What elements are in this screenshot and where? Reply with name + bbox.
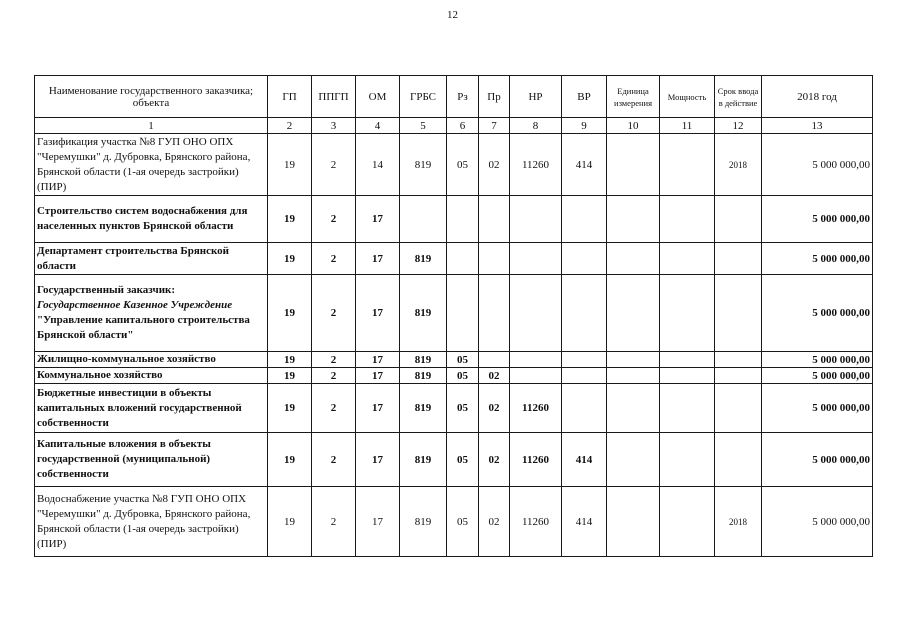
cell-term xyxy=(715,352,762,368)
cell-amount: 5 000 000,00 xyxy=(762,368,873,384)
column-number: 13 xyxy=(762,118,873,134)
cell-unit xyxy=(607,433,660,487)
row-name: Департамент строительства Брянской области xyxy=(35,243,268,275)
cell-gp: 19 xyxy=(268,487,312,557)
cell-pr: 02 xyxy=(479,134,510,196)
row-name: Бюджетные инвестиции в объекты капитальных вложений государственной собственности xyxy=(35,384,268,433)
cell-om: 17 xyxy=(356,275,400,352)
header-unit: Единица измерения xyxy=(607,76,660,118)
header-name: Наименование государственного заказчика; объекта xyxy=(35,76,268,118)
column-number: 12 xyxy=(715,118,762,134)
cell-gp: 19 xyxy=(268,275,312,352)
cell-pr: 02 xyxy=(479,433,510,487)
row-name: Капитальные вложения в объекты государственной (муниципальной) собственности xyxy=(35,433,268,487)
cell-ppgp: 2 xyxy=(312,196,356,243)
table-row xyxy=(35,196,873,243)
cell-ppgp: 2 xyxy=(312,433,356,487)
cell-nr xyxy=(510,243,562,275)
customer-label: Государственный заказчик: xyxy=(37,284,176,296)
header-om: ОМ xyxy=(356,76,400,118)
cell-term xyxy=(715,275,762,352)
cell-term xyxy=(715,384,762,433)
cell-gp: 19 xyxy=(268,196,312,243)
cell-unit xyxy=(607,196,660,243)
cell-grbs: 819 xyxy=(400,243,447,275)
cell-gp: 19 xyxy=(268,243,312,275)
cell-rz: 05 xyxy=(447,433,479,487)
cell-rz xyxy=(447,243,479,275)
cell-grbs xyxy=(400,196,447,243)
cell-pr xyxy=(479,243,510,275)
cell-power xyxy=(660,384,715,433)
header-nr: НР xyxy=(510,76,562,118)
table-row xyxy=(35,487,873,557)
investment-table xyxy=(34,75,873,557)
cell-pr: 02 xyxy=(479,384,510,433)
cell-rz: 05 xyxy=(447,352,479,368)
header-term: Срок ввода в действие xyxy=(715,76,762,118)
cell-pr xyxy=(479,275,510,352)
header-power: Мощность xyxy=(660,76,715,118)
cell-gp: 19 xyxy=(268,368,312,384)
header-year: 2018 год xyxy=(762,76,873,118)
cell-power xyxy=(660,243,715,275)
cell-amount: 5 000 000,00 xyxy=(762,352,873,368)
column-number: 3 xyxy=(312,118,356,134)
row-name: Коммунальное хозяйство xyxy=(35,368,268,384)
cell-pr: 02 xyxy=(479,487,510,557)
table-row xyxy=(35,243,873,275)
cell-rz: 05 xyxy=(447,368,479,384)
cell-vr xyxy=(562,196,607,243)
table-row xyxy=(35,134,873,196)
cell-nr: 11260 xyxy=(510,487,562,557)
cell-ppgp: 2 xyxy=(312,384,356,433)
column-number: 2 xyxy=(268,118,312,134)
cell-power xyxy=(660,275,715,352)
cell-vr xyxy=(562,352,607,368)
column-number: 7 xyxy=(479,118,510,134)
cell-power xyxy=(660,352,715,368)
cell-ppgp: 2 xyxy=(312,368,356,384)
cell-pr xyxy=(479,352,510,368)
cell-power xyxy=(660,487,715,557)
cell-nr: 11260 xyxy=(510,384,562,433)
cell-ppgp: 2 xyxy=(312,243,356,275)
cell-nr xyxy=(510,368,562,384)
cell-vr xyxy=(562,243,607,275)
cell-unit xyxy=(607,352,660,368)
cell-amount: 5 000 000,00 xyxy=(762,487,873,557)
cell-power xyxy=(660,368,715,384)
cell-grbs: 819 xyxy=(400,352,447,368)
cell-om: 17 xyxy=(356,433,400,487)
cell-rz: 05 xyxy=(447,487,479,557)
cell-gp: 19 xyxy=(268,134,312,196)
cell-rz xyxy=(447,275,479,352)
cell-power xyxy=(660,134,715,196)
column-number: 6 xyxy=(447,118,479,134)
column-number: 10 xyxy=(607,118,660,134)
cell-grbs: 819 xyxy=(400,134,447,196)
cell-om: 17 xyxy=(356,352,400,368)
row-name: Строительство систем водоснабжения для населенных пунктов Брянской области xyxy=(35,196,268,243)
cell-gp: 19 xyxy=(268,384,312,433)
cell-om: 14 xyxy=(356,134,400,196)
column-number: 9 xyxy=(562,118,607,134)
table-row xyxy=(35,384,873,433)
row-name: Газификация участка №8 ГУП ОНО ОПХ "Черемушки" д. Дубровка, Брянского района, Брянской области (1-ая очередь застройки) (ПИР) xyxy=(35,134,268,196)
cell-pr: 02 xyxy=(479,368,510,384)
cell-om: 17 xyxy=(356,368,400,384)
cell-om: 17 xyxy=(356,487,400,557)
cell-ppgp: 2 xyxy=(312,134,356,196)
table-row xyxy=(35,368,873,384)
cell-ppgp: 2 xyxy=(312,275,356,352)
cell-amount: 5 000 000,00 xyxy=(762,134,873,196)
cell-rz: 05 xyxy=(447,134,479,196)
customer-type: Государственное Казенное Учреждение xyxy=(37,299,233,311)
cell-grbs: 819 xyxy=(400,384,447,433)
cell-power xyxy=(660,433,715,487)
header-rz: Рз xyxy=(447,76,479,118)
cell-term xyxy=(715,368,762,384)
header-ppgp: ППГП xyxy=(312,76,356,118)
cell-unit xyxy=(607,487,660,557)
cell-term: 2018 xyxy=(715,487,762,557)
cell-om: 17 xyxy=(356,243,400,275)
page-number: 12 xyxy=(447,9,458,21)
cell-om: 17 xyxy=(356,196,400,243)
cell-vr xyxy=(562,384,607,433)
cell-vr: 414 xyxy=(562,433,607,487)
cell-nr: 11260 xyxy=(510,134,562,196)
cell-amount: 5 000 000,00 xyxy=(762,196,873,243)
cell-amount: 5 000 000,00 xyxy=(762,275,873,352)
header-gp: ГП xyxy=(268,76,312,118)
cell-rz: 05 xyxy=(447,384,479,433)
cell-nr xyxy=(510,275,562,352)
column-number: 8 xyxy=(510,118,562,134)
column-number: 1 xyxy=(35,118,268,134)
cell-gp: 19 xyxy=(268,433,312,487)
row-name: Жилищно-коммунальное хозяйство xyxy=(35,352,268,368)
cell-gp: 19 xyxy=(268,352,312,368)
header-grbs: ГРБС xyxy=(400,76,447,118)
cell-term: 2018 xyxy=(715,134,762,196)
cell-unit xyxy=(607,243,660,275)
cell-nr xyxy=(510,352,562,368)
cell-grbs: 819 xyxy=(400,368,447,384)
cell-ppgp: 2 xyxy=(312,487,356,557)
cell-amount: 5 000 000,00 xyxy=(762,243,873,275)
table-row xyxy=(35,352,873,368)
row-name xyxy=(35,275,268,352)
column-number: 5 xyxy=(400,118,447,134)
column-number-row xyxy=(35,118,873,134)
cell-unit xyxy=(607,368,660,384)
header-vr: ВР xyxy=(562,76,607,118)
cell-nr xyxy=(510,196,562,243)
header-pr: Пр xyxy=(479,76,510,118)
cell-nr: 11260 xyxy=(510,433,562,487)
cell-unit xyxy=(607,275,660,352)
cell-om: 17 xyxy=(356,384,400,433)
table-row xyxy=(35,275,873,352)
cell-amount: 5 000 000,00 xyxy=(762,384,873,433)
customer-name: "Управление капитального строительства Брянской области" xyxy=(37,314,250,341)
cell-pr xyxy=(479,196,510,243)
cell-vr xyxy=(562,275,607,352)
table-row xyxy=(35,433,873,487)
cell-grbs: 819 xyxy=(400,487,447,557)
cell-unit xyxy=(607,384,660,433)
cell-ppgp: 2 xyxy=(312,352,356,368)
cell-vr: 414 xyxy=(562,487,607,557)
header-row xyxy=(35,76,873,118)
cell-vr: 414 xyxy=(562,134,607,196)
cell-term xyxy=(715,433,762,487)
cell-power xyxy=(660,196,715,243)
cell-unit xyxy=(607,134,660,196)
column-number: 11 xyxy=(660,118,715,134)
row-name: Водоснабжение участка №8 ГУП ОНО ОПХ "Черемушки" д. Дубровка, Брянского района, Брянской области (1-ая очередь застройки) (ПИР) xyxy=(35,487,268,557)
cell-rz xyxy=(447,196,479,243)
cell-grbs: 819 xyxy=(400,433,447,487)
cell-vr xyxy=(562,368,607,384)
cell-amount: 5 000 000,00 xyxy=(762,433,873,487)
column-number: 4 xyxy=(356,118,400,134)
cell-term xyxy=(715,196,762,243)
cell-grbs: 819 xyxy=(400,275,447,352)
cell-term xyxy=(715,243,762,275)
